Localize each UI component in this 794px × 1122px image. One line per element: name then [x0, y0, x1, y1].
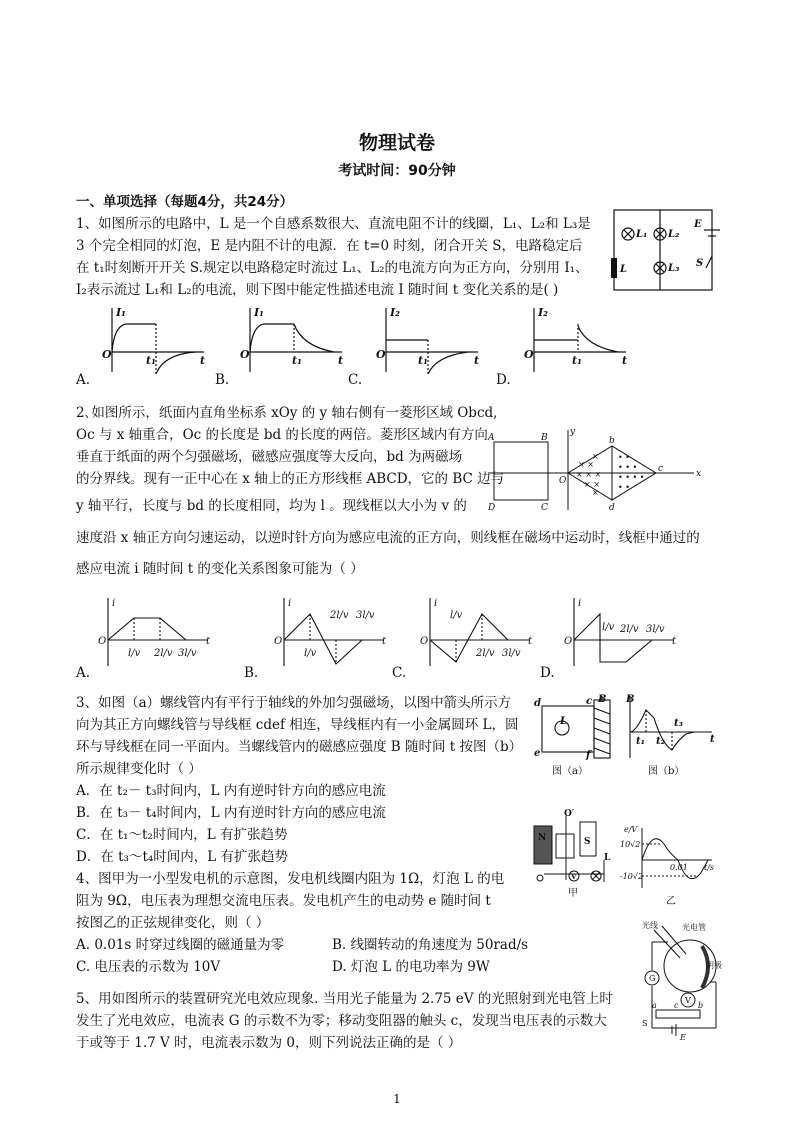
svg-text:2l/v: 2l/v: [476, 648, 495, 659]
page-title: 物理试卷: [358, 132, 435, 154]
svg-text:S: S: [642, 1019, 648, 1028]
q3-solenoid-figure: [534, 694, 620, 778]
q2-line-6: 速度沿 x 轴正方向匀速运动，以逆时针方向为感应电流的正方向，则线框在磁场中运动时，线框中通过的: [76, 530, 700, 546]
q3-b-t-graph: [622, 694, 718, 778]
page-number: 1: [393, 1092, 401, 1106]
q2-line-2: Oc 与 x 轴重合，Oc 的长度是 bd 的长度的两倍。菱形区域内有方向: [76, 427, 488, 443]
svg-text:a: a: [652, 1001, 657, 1010]
svg-text:C: C: [541, 503, 548, 513]
svg-text:光线: 光线: [642, 921, 658, 930]
svg-text:O: O: [559, 476, 567, 486]
q5-line-2: 发生了光电效应，电流表 G 的示数不为零；移动变阻器的触头 c，发现当电压表的示数大: [76, 1013, 607, 1029]
svg-text:O: O: [524, 348, 534, 361]
q5-line-3: 于或等于 1.7 V 时，电流表示数为 0，则下列说法正确的是（ ）: [76, 1035, 462, 1051]
svg-text:B: B: [626, 694, 635, 705]
q4-option-c: C. 电压表的示数为 10V: [76, 959, 221, 975]
svg-text:l/v: l/v: [128, 648, 141, 659]
svg-text:E: E: [680, 1033, 686, 1042]
svg-text:甲: 甲: [568, 888, 578, 899]
q2-option-a-label: A.: [76, 665, 91, 681]
svg-text:3l/v: 3l/v: [178, 648, 197, 659]
q4-line-1: 4、图甲为一小型发电机的示意图，发电机线圈内阻为 1Ω，灯泡 L 的电: [76, 871, 505, 887]
svg-text:-10√2: -10√2: [620, 872, 644, 881]
svg-text:t: t: [338, 354, 344, 367]
svg-text:t: t: [622, 354, 628, 367]
q2-line-7: 感应电流 i 随时间 t 的变化关系图象可能为（ ）: [76, 561, 364, 577]
svg-text:3l/v: 3l/v: [502, 648, 521, 659]
svg-text:L: L: [604, 853, 611, 863]
svg-text:l/v: l/v: [602, 622, 615, 633]
svg-text:t₂: t₂: [656, 736, 665, 747]
exam-duration: 考试时间：90分钟: [338, 163, 456, 179]
svg-text:b: b: [698, 1001, 704, 1010]
svg-text:t: t: [200, 354, 206, 367]
q2-graph-c: [418, 596, 538, 668]
svg-text:c: c: [674, 1001, 679, 1010]
q2-line-1: 2､如图所示，纸面内直角坐标系 xOy 的 y 轴右侧有一菱形区域 Obcd,: [76, 405, 498, 421]
svg-text:2l/v: 2l/v: [154, 648, 173, 659]
svg-text:×: ×: [592, 452, 599, 461]
svg-text:l/v: l/v: [450, 610, 463, 621]
q1-line-2: 3 个完全相同的灯泡，E 是内阻不计的电源．在 t=0 时刻，闭合开关 S，电路稳定后: [76, 238, 583, 254]
q3-line-3: 环与导线框在同一平面内。当螺线管内的磁感应强度 B 随时间 t 按图（b）: [76, 739, 523, 755]
svg-text:× ×: × ×: [584, 480, 600, 489]
q4-option-d: D. 灯泡 L 的电功率为 9W: [332, 959, 490, 975]
svg-text:t₁: t₁: [572, 354, 582, 367]
q2-line-4: 的分界线。现有一正中心在 x 轴上的正方形线框 ABCD，它的 BC 边与: [76, 471, 505, 487]
svg-text:E: E: [694, 219, 702, 230]
q4-line-3: 按图乙的正弦规律变化，则（ ）: [76, 915, 270, 931]
svg-text:L: L: [560, 716, 568, 727]
svg-text:l/v: l/v: [304, 648, 317, 659]
svg-text:乙: 乙: [666, 896, 676, 907]
svg-text:c: c: [658, 464, 664, 474]
q3-option-c: C．在 t₁～t₂时间内，L 有扩张趋势: [76, 827, 288, 843]
svg-text:V: V: [571, 872, 577, 881]
svg-text:I₂: I₂: [538, 306, 548, 319]
svg-text:L₁: L₁: [636, 229, 648, 240]
svg-text:O: O: [420, 636, 429, 647]
q1-line-3: 在 t₁时刻断开开关 S.规定以电路稳定时流过 L₁、L₂的电流方向为正方向，分别用 I₁、: [76, 260, 589, 276]
svg-text:t₁: t₁: [418, 354, 428, 367]
q4-option-a: A. 0.01s 时穿过线圈的磁通量为零: [76, 937, 285, 953]
q3-option-d: D．在 t₃～t₄时间内，L 有扩张趋势: [76, 849, 289, 865]
q2-option-c-label: C.: [392, 665, 407, 681]
svg-text:t₃: t₃: [674, 718, 683, 729]
svg-text:t/s: t/s: [704, 863, 715, 872]
svg-text:d: d: [609, 503, 615, 513]
q4-generator-figure: [530, 810, 616, 902]
q4-option-b: B. 线圈转动的角速度为 50rad/s: [332, 937, 529, 953]
svg-text:t: t: [672, 636, 677, 647]
q2-line-3: 垂直于纸面的两个匀强磁场，磁感应强度等大反向，bd 为两磁场: [76, 449, 463, 465]
q2-option-d-label: D.: [540, 665, 555, 681]
q1-graph-c: [374, 306, 486, 378]
svg-text:• •: • •: [618, 483, 630, 492]
q3-line-2: 向为其正方向螺线管与导线框 cdef 相连，导线框内有一小金属圆环 L，圆: [76, 717, 519, 733]
q2-line-5: y 轴平行，长度与 bd 的长度相同，均为 l 。现线框以大小为 v 的: [76, 498, 467, 514]
q1-graph-d: [522, 306, 634, 378]
svg-text:• • • •: • • • •: [618, 473, 645, 482]
svg-text:O: O: [102, 348, 112, 361]
svg-text:×: ×: [592, 488, 599, 497]
svg-text:N: N: [538, 833, 547, 843]
svg-text:2l/v: 2l/v: [330, 610, 349, 621]
inductor-coil: [611, 258, 617, 278]
svg-text:O′: O′: [564, 809, 575, 819]
q5-line-1: 5、用如图所示的装置研究光电效应现象. 当用光子能量为 2.75 eV 的光照射到光电管上时: [76, 991, 613, 1007]
q1-option-d-label: D.: [496, 372, 511, 388]
svg-text:t: t: [206, 636, 211, 647]
svg-text:L₃: L₃: [668, 263, 680, 274]
svg-text:D: D: [488, 503, 496, 513]
svg-text:y: y: [570, 427, 576, 437]
svg-text:O: O: [98, 636, 107, 647]
svg-text:i: i: [434, 598, 438, 609]
svg-text:O: O: [240, 348, 250, 361]
svg-text:× ×: × ×: [578, 460, 594, 469]
svg-text:O: O: [564, 636, 573, 647]
svg-text:L₂: L₂: [668, 229, 680, 240]
q2-rhombus-figure: [488, 426, 706, 516]
svg-text:光电管: 光电管: [682, 923, 706, 932]
q2-graph-a: [96, 596, 216, 668]
q1-option-c-label: C.: [348, 372, 363, 388]
q4-line-2: 阻为 9Ω，电压表为理想交流电压表。发电机产生的电动势 e 随时间 t: [76, 893, 491, 909]
svg-text:i: i: [578, 598, 582, 609]
q4-emf-graph: [620, 824, 716, 908]
q1-line-4: I₂表示流过 L₁和 L₂的电流，则下图中能定性描述电流 I 随时间 t 变化关系的是( ): [76, 282, 559, 298]
svg-text:e: e: [534, 748, 541, 759]
svg-text:t₁: t₁: [636, 736, 645, 747]
svg-text:V: V: [685, 996, 691, 1005]
svg-text:t: t: [474, 354, 480, 367]
svg-text:t₁: t₁: [146, 354, 156, 367]
svg-text:• •: • •: [618, 453, 630, 462]
q5-photoelectric-figure: [636, 918, 722, 1042]
svg-text:b: b: [609, 436, 615, 446]
svg-text:3l/v: 3l/v: [356, 610, 375, 621]
q2-graph-d: [562, 596, 682, 668]
svg-text:t: t: [528, 636, 533, 647]
svg-text:0.01: 0.01: [670, 863, 688, 872]
svg-text:t: t: [382, 636, 387, 647]
q1-circuit-diagram: [608, 206, 718, 294]
q1-graph-b: [238, 306, 350, 378]
svg-text:t₁: t₁: [292, 354, 302, 367]
q3-line-1: 3、如图（a）螺线管内有平行于轴线的外加匀强磁场，以图中箭头所示方: [76, 695, 512, 711]
svg-text:I₁: I₁: [116, 306, 126, 319]
svg-text:A: A: [488, 433, 495, 443]
svg-text:阴极: 阴极: [706, 961, 722, 970]
q2-option-b-label: B.: [244, 665, 259, 681]
q3-line-4: 所示规律变化时（ ）: [76, 761, 202, 777]
q1-option-b-label: B.: [215, 372, 230, 388]
svg-text:i: i: [288, 598, 292, 609]
svg-text:图（b）: 图（b）: [648, 766, 685, 777]
svg-text:L: L: [620, 264, 628, 275]
svg-text:I₁: I₁: [254, 306, 264, 319]
svg-text:i: i: [112, 598, 116, 609]
section-heading: 一、单项选择（每题4分，共24分）: [76, 194, 294, 210]
svg-text:O: O: [274, 636, 283, 647]
q2-graph-b: [272, 596, 392, 668]
svg-text:d: d: [534, 698, 541, 709]
q1-line-1: 1、如图所示的电路中，L 是一个自感系数很大、直流电阻不计的线圈，L₁、L₂和 L₃是: [76, 216, 591, 232]
q3-option-a: A．在 t₂－ t₃时间内，L 内有逆时针方向的感应电流: [76, 783, 386, 799]
svg-text:3l/v: 3l/v: [646, 624, 665, 635]
svg-text:S: S: [584, 837, 591, 847]
svg-text:2l/v: 2l/v: [620, 624, 639, 635]
svg-text:t: t: [710, 734, 715, 745]
svg-text:I₂: I₂: [390, 306, 400, 319]
svg-text:B: B: [598, 694, 607, 705]
q1-option-a-label: A.: [76, 372, 91, 388]
svg-text:× × ×: × × ×: [576, 470, 602, 479]
svg-text:图（a）: 图（a）: [552, 766, 588, 777]
svg-text:• • •: • • •: [618, 463, 638, 472]
q3-option-b: B．在 t₃－ t₄时间内，L 内有逆时针方向的感应电流: [76, 805, 386, 821]
svg-text:x: x: [696, 469, 702, 479]
svg-text:O: O: [376, 348, 386, 361]
svg-text:e/V: e/V: [624, 825, 638, 834]
svg-text:f: f: [586, 750, 591, 761]
q1-graph-a: [100, 306, 212, 378]
svg-text:10√2: 10√2: [620, 840, 641, 849]
svg-text:c: c: [586, 696, 593, 707]
svg-text:S: S: [696, 258, 704, 269]
svg-text:B: B: [541, 433, 548, 443]
svg-text:G: G: [649, 974, 656, 983]
